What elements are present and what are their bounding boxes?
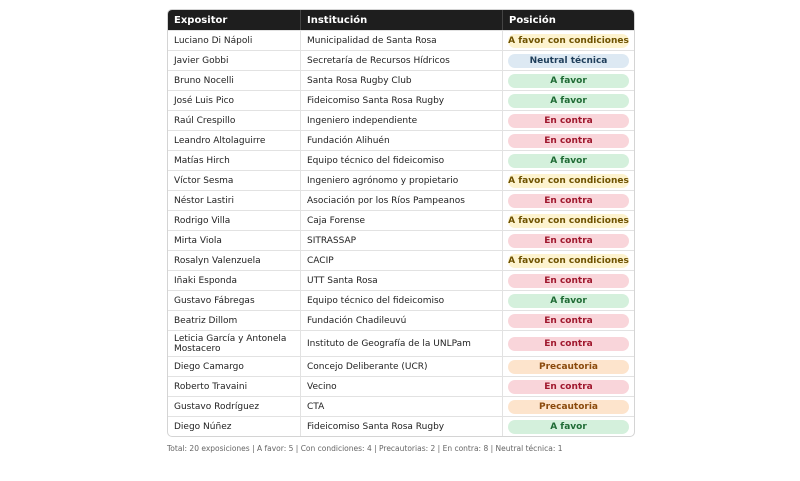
cell-posicion <box>503 290 634 310</box>
cell-expositor: Gustavo Fábregas <box>168 290 301 310</box>
cell-institucion: Concejo Deliberante (UCR) <box>301 356 503 376</box>
position-badge: En contra <box>508 274 629 288</box>
cell-expositor: Roberto Travaini <box>168 376 301 396</box>
cell-institucion: Asociación por los Ríos Pampeanos <box>301 190 503 210</box>
cell-posicion <box>503 330 634 356</box>
position-badge: Precautoria <box>508 400 629 414</box>
cell-institucion: Municipalidad de Santa Rosa <box>301 30 503 50</box>
cell-posicion <box>503 376 634 396</box>
header-row <box>168 10 634 30</box>
cell-expositor: Leticia García y Antonela Mostacero <box>168 330 301 356</box>
cell-posicion <box>503 310 634 330</box>
table-row <box>168 416 634 436</box>
cell-expositor: Iñaki Esponda <box>168 270 301 290</box>
position-badge: Precautoria <box>508 360 629 374</box>
table-row <box>168 310 634 330</box>
table-row <box>168 376 634 396</box>
position-badge: En contra <box>508 194 629 208</box>
position-badge: En contra <box>508 314 629 328</box>
cell-expositor: Mirta Viola <box>168 230 301 250</box>
cell-expositor: Bruno Nocelli <box>168 70 301 90</box>
position-badge: A favor <box>508 94 629 108</box>
cell-posicion <box>503 230 634 250</box>
cell-expositor: Diego Núñez <box>168 416 301 436</box>
cell-institucion: Secretaría de Recursos Hídricos <box>301 50 503 70</box>
position-badge: A favor <box>508 420 629 434</box>
cell-expositor: Víctor Sesma <box>168 170 301 190</box>
positions-table-container <box>167 9 633 437</box>
cell-institucion: UTT Santa Rosa <box>301 270 503 290</box>
position-badge: En contra <box>508 114 629 128</box>
cell-institucion: SITRASSAP <box>301 230 503 250</box>
cell-expositor: Matías Hirch <box>168 150 301 170</box>
cell-expositor: Javier Gobbi <box>168 50 301 70</box>
cell-posicion <box>503 210 634 230</box>
cell-institucion: CTA <box>301 396 503 416</box>
cell-posicion <box>503 396 634 416</box>
cell-posicion <box>503 150 634 170</box>
table-row <box>168 190 634 210</box>
position-badge: En contra <box>508 337 629 351</box>
position-badge: A favor <box>508 74 629 88</box>
table-row <box>168 70 634 90</box>
cell-posicion <box>503 170 634 190</box>
position-badge: En contra <box>508 234 629 248</box>
cell-expositor: Beatriz Dillom <box>168 310 301 330</box>
table-row <box>168 110 634 130</box>
position-badge: En contra <box>508 134 629 148</box>
table-row <box>168 50 634 70</box>
cell-posicion <box>503 356 634 376</box>
cell-institucion: CACIP <box>301 250 503 270</box>
table-row <box>168 396 634 416</box>
cell-institucion: Vecino <box>301 376 503 396</box>
column-header-posicion: Posición <box>503 10 634 30</box>
cell-expositor: Diego Camargo <box>168 356 301 376</box>
cell-expositor: Raúl Crespillo <box>168 110 301 130</box>
table-row <box>168 330 634 356</box>
summary-footer: Total: 20 exposiciones | A favor: 5 | Con condiciones: 4 | Precautorias: 2 | En contra: 8 | Neutral técnica: 1 <box>167 444 563 453</box>
cell-expositor: José Luis Pico <box>168 90 301 110</box>
cell-institucion: Ingeniero independiente <box>301 110 503 130</box>
cell-posicion <box>503 250 634 270</box>
position-badge: A favor con condiciones <box>508 215 629 226</box>
column-header-expositor: Expositor <box>168 10 301 30</box>
cell-posicion <box>503 190 634 210</box>
cell-posicion <box>503 416 634 436</box>
table-header <box>168 10 634 30</box>
cell-institucion: Fundación Chadileuvú <box>301 310 503 330</box>
cell-expositor: Néstor Lastiri <box>168 190 301 210</box>
position-badge: A favor <box>508 154 629 168</box>
table-row <box>168 250 634 270</box>
position-badge: A favor <box>508 294 629 308</box>
cell-posicion <box>503 110 634 130</box>
cell-posicion <box>503 50 634 70</box>
positions-table <box>167 9 635 437</box>
cell-institucion: Santa Rosa Rugby Club <box>301 70 503 90</box>
cell-posicion <box>503 130 634 150</box>
table-row <box>168 290 634 310</box>
cell-expositor: Rodrigo Villa <box>168 210 301 230</box>
column-header-institucion: Institución <box>301 10 503 30</box>
cell-posicion <box>503 270 634 290</box>
cell-institucion: Ingeniero agrónomo y propietario <box>301 170 503 190</box>
cell-expositor: Rosalyn Valenzuela <box>168 250 301 270</box>
cell-institucion: Instituto de Geografía de la UNLPam <box>301 330 503 356</box>
table-body <box>168 30 634 436</box>
cell-institucion: Fundación Alihuén <box>301 130 503 150</box>
position-badge: En contra <box>508 380 629 394</box>
cell-expositor: Leandro Altolaguirre <box>168 130 301 150</box>
cell-institucion: Equipo técnico del fideicomiso <box>301 150 503 170</box>
table-row <box>168 90 634 110</box>
cell-expositor: Luciano Di Nápoli <box>168 30 301 50</box>
cell-institucion: Equipo técnico del fideicomiso <box>301 290 503 310</box>
cell-posicion <box>503 90 634 110</box>
position-badge: A favor con condiciones <box>508 35 629 46</box>
cell-institucion: Fideicomiso Santa Rosa Rugby <box>301 90 503 110</box>
cell-posicion <box>503 70 634 90</box>
table-row <box>168 230 634 250</box>
position-badge: A favor con condiciones <box>508 175 629 186</box>
table-row <box>168 150 634 170</box>
table-row <box>168 130 634 150</box>
cell-posicion <box>503 30 634 50</box>
table-row <box>168 30 634 50</box>
table-row <box>168 210 634 230</box>
position-badge: Neutral técnica <box>508 54 629 68</box>
cell-institucion: Caja Forense <box>301 210 503 230</box>
cell-expositor: Gustavo Rodríguez <box>168 396 301 416</box>
cell-institucion: Fideicomiso Santa Rosa Rugby <box>301 416 503 436</box>
table-row <box>168 356 634 376</box>
table-row <box>168 170 634 190</box>
position-badge: A favor con condiciones <box>508 255 629 266</box>
table-row <box>168 270 634 290</box>
